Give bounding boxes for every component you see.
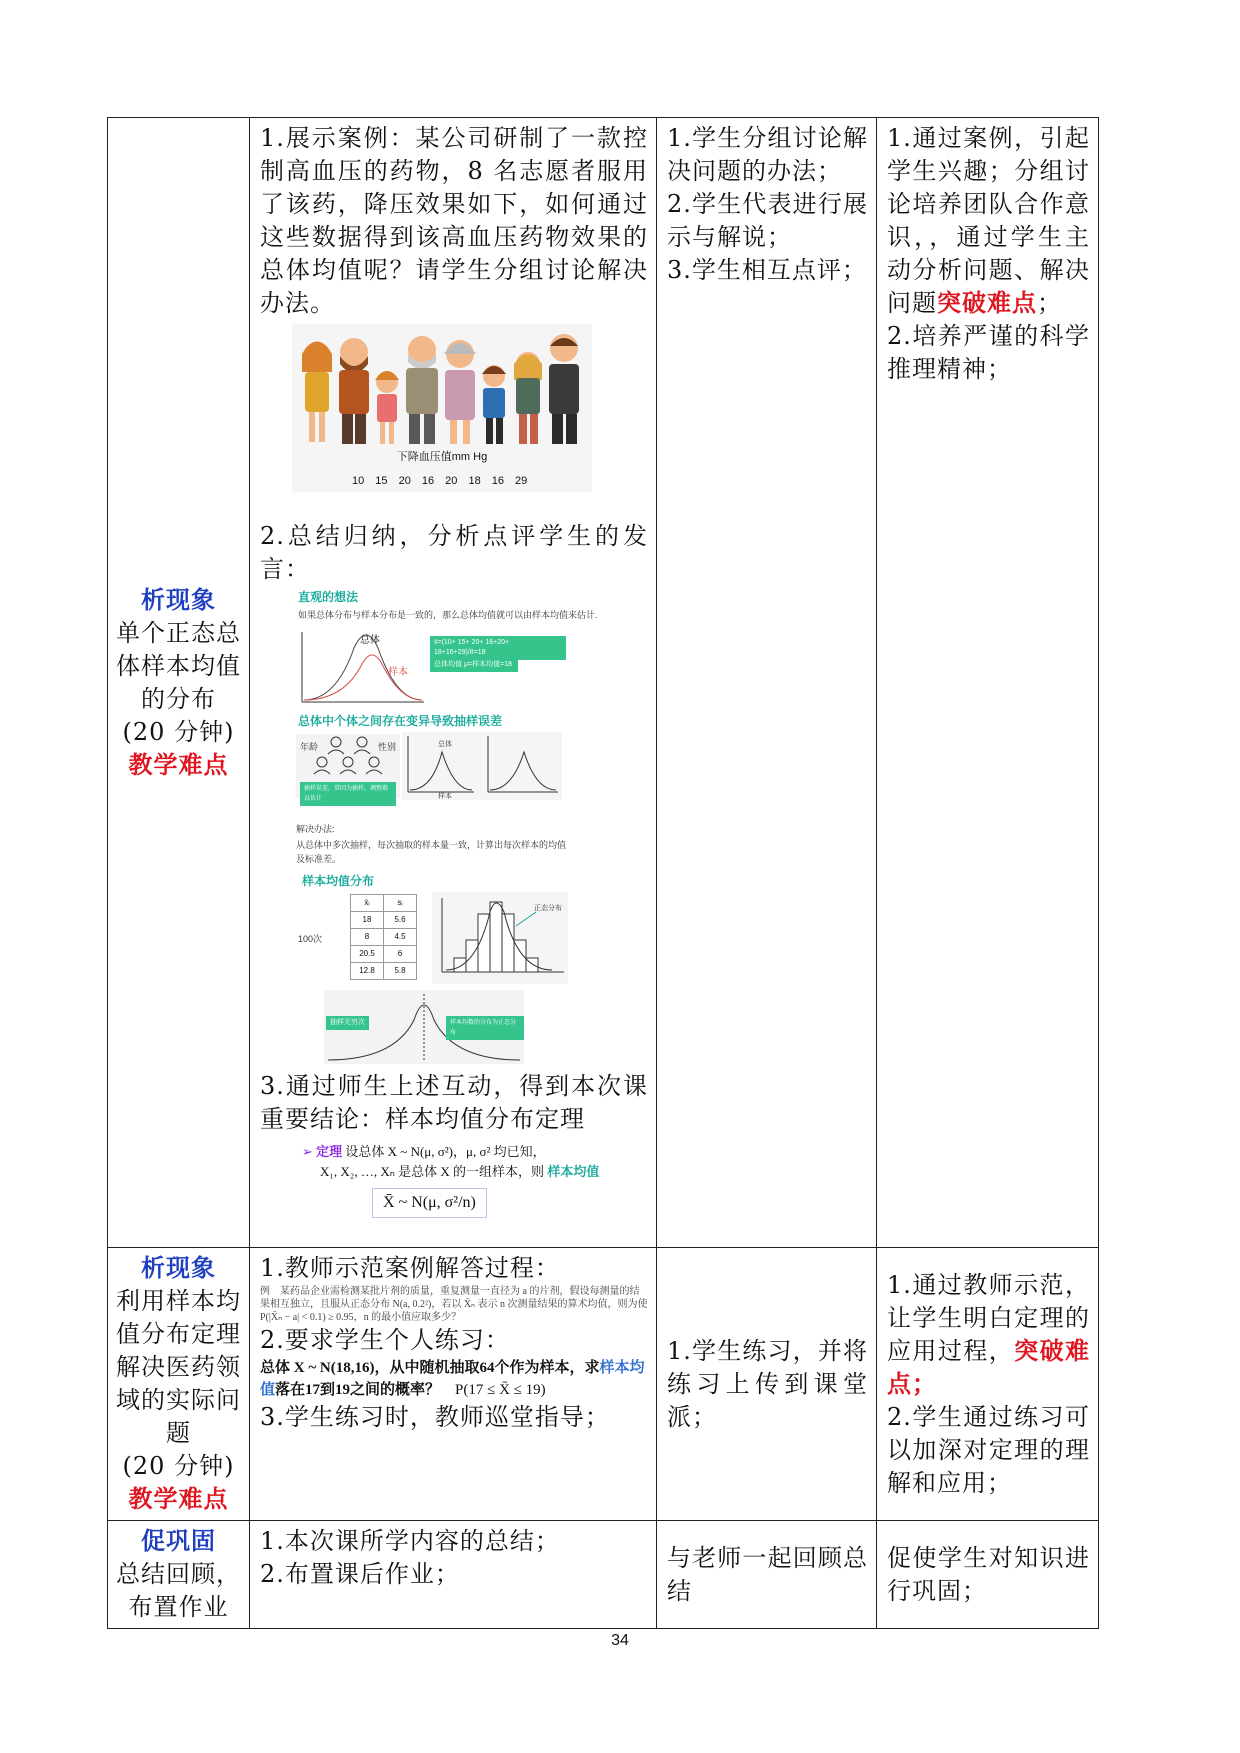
table-row [108,1248,1099,1521]
solve-text: 从总体中多次抽样，每次抽取的样本量一致，计算出每次样本的均值及标准差。 [296,840,567,864]
normal-curve-panel [324,990,524,1064]
slide-heading: 直观的想法 [298,590,359,604]
table-cell: 12.8 [351,963,384,980]
difficulty-label: 教学难点 [128,750,229,779]
intent-highlight: 突破难点 [937,289,1037,317]
table-header: sᵢ [384,895,417,912]
student-activity: 与老师一起回顾总结 [667,1543,868,1605]
table-cell: 18 [351,912,384,929]
table-row [351,946,417,963]
stage-line: 解决医药领 [116,1353,241,1381]
formula-box-2: 总体均值 μ=样本均值=18 [430,658,518,672]
table-cell: 20.5 [351,946,384,963]
table-cell: 5.6 [384,912,417,929]
teacher-step: 1.教师示范案例解答过程： [260,1254,560,1282]
small-total-label: 总体 [438,741,452,748]
age-label: 年龄 [300,742,319,752]
design-intent-cell [877,1248,1099,1521]
stage-line: 总结回顾， [116,1560,241,1588]
family-caption: 下降血压值mm Hg [396,451,488,463]
table-row [108,1521,1099,1629]
exercise-text: 落在17到19之间的概率？ [275,1382,441,1398]
slide-collage [260,590,620,1066]
theorem-text: X₁, X₂, …, Xₙ 是总体 X 的一组样本，则 [320,1164,545,1179]
intent-text: 促使学生对知识进行巩固； [887,1543,1090,1605]
slide-heading: 总体中个体之间存在变异导致抽样误差 [298,714,503,728]
intent-text: 2.培养严谨的科学推理精神； [887,322,1090,383]
population-icons-panel [296,734,400,802]
intent-text: 1.通过教师示范，让学生明白定理的应用过程， [887,1270,1090,1365]
infinite-sampling-label: 抽样无穷次 [326,1016,369,1030]
intent-text: 1.通过案例，引起学生兴趣；分组讨论培养团队合作意识，，通过学生主动分析问题、解决问题 [887,124,1090,317]
sample-stats-table [350,894,417,980]
design-intent-cell [877,118,1099,1248]
theorem-text: 设总体 X ~ N(μ, σ²)，μ, σ² 均已知， [345,1144,546,1159]
teacher-step: 2.布置课后作业； [260,1560,460,1588]
exercise-problem [260,1357,648,1401]
stage-cell [108,1248,250,1521]
histogram-label: 正态分布 [534,905,562,912]
family-values: 10 15 20 16 20 18 16 29 [352,475,528,487]
teacher-activity-cell [250,1521,657,1629]
page-number: 34 [611,1632,629,1649]
stage-tag: 析现象 [141,1254,216,1282]
theorem-formula: X̄ ~ N(μ, σ²/n) [372,1188,487,1218]
sampling-note: 抽样误差，常因为抽样，调整难以估计 [300,782,396,806]
student-activity: 1.学生练习，并将练习上传到课堂派； [667,1336,868,1431]
stage-tag: 促巩固 [141,1527,216,1555]
design-intent-cell [877,1521,1099,1629]
theorem-mean: 样本均值 [547,1164,600,1179]
exercise-formula: P(17 ≤ X̄ ≤ 19) [455,1382,546,1398]
teacher-step: 2.要求学生个人练习： [260,1326,510,1354]
small-sample-label: 样本 [438,793,452,800]
student-activity-cell [657,118,877,1248]
curve-label-total: 总体 [360,635,380,646]
example-problem: 例 某药品企业需检测某批片剂的质量，重复测量一直径为 a 的片剂，假设每测量的结果相互独立，且服从正态分布 N(a, 0.2²)，若以 X̄ₙ 表示 n 次测量结果的算术均值，则为使 P(|X̄ₙ − a| < 0.1) ≥ 0.95，n 的最小值应取多少？ [260,1286,648,1323]
family-illustration [292,324,592,492]
stage-line: 体样本均值 [116,651,241,680]
teacher-step: 1.本次课所学内容的总结； [260,1527,560,1555]
stage-line: (20 分钟) [122,717,235,746]
stage-line: 单个正态总 [116,618,241,647]
design-intent [887,1269,1090,1401]
slide-heading: 样本均值分布 [302,874,375,888]
stage-line: 题 [166,1419,191,1447]
sample-curves-panel [402,732,562,800]
table-header: x̄ᵢ [351,895,384,912]
design-intent [887,122,1090,320]
formula-box: x̄=(10+ 15+ 20+ 16+20+ 18+16+29)/8=18 [430,636,566,660]
stage-line: 利用样本均 [116,1287,241,1315]
difficulty-label: 教学难点 [128,1485,229,1513]
stage-line: 值分布定理 [116,1320,241,1348]
family-figures-image [292,324,592,449]
people-icons [296,734,400,778]
mean-normal-label: 样本均数的分布为正态分布 [446,1016,524,1040]
student-activity-cell [657,1521,877,1629]
teacher-step: 2.总结归纳，分析点评学生的发言： [260,522,648,583]
teacher-activity-cell [250,118,657,1248]
table-row [351,912,417,929]
intent-text: 2.学生通过练习可以加深对定理的理解和应用； [887,1402,1090,1497]
stage-tag: 析现象 [141,585,216,614]
table-row [351,929,417,946]
table-cell: 6 [384,946,417,963]
stage-cell [108,1521,250,1629]
theorem-block [302,1142,648,1218]
stage-line: (20 分钟) [122,1452,235,1480]
histogram-panel [432,892,568,984]
teacher-step: 1.展示案例：某公司研制了一款控制高血压的药物，8 名志愿者服用了该药，降压效果如下，如何通过这些数据得到该高血压药物效果的总体均值呢？请学生分组讨论解决办法。 [260,124,648,317]
stage-line: 域的实际问 [116,1386,241,1414]
gender-label: 性别 [377,742,396,752]
student-activity-cell [657,1248,877,1521]
table-row [351,895,417,912]
solve-title: 解决办法: [296,824,335,834]
student-activity: 1.学生分组讨论解决问题的办法； 2.学生代表进行展示与解说； 3.学生相互点评； [667,124,868,284]
hundred-times-label: 100次 [298,934,323,944]
teacher-step: 3.通过师生上述互动，得到本次课重要结论：样本均值分布定理 [260,1072,648,1133]
intent-text: ； [1037,289,1062,317]
theorem-label: 定理 [316,1144,343,1159]
table-cell: 4.5 [384,929,417,946]
lesson-plan-table [107,117,1099,1629]
exercise-highlight: 样本均值 [260,1360,645,1398]
exercise-text: 总体 X ~ N(18,16)，从中随机抽取64个作为样本，求 [260,1360,600,1376]
table-row [108,118,1099,1248]
curve-label-sample: 样本 [388,667,408,678]
table-cell: 5.8 [384,963,417,980]
arrow-icon: ➢ [302,1144,317,1159]
slide-text: 如果总体分布与样本分布是一致的，那么总体均值就可以由样本均值来估计. [298,610,598,620]
stage-line: 的分布 [141,684,216,713]
stage-line: 布置作业 [128,1593,229,1621]
table-cell: 8 [351,929,384,946]
teacher-activity-cell [250,1248,657,1521]
sample-curves-chart [402,732,562,800]
intent-highlight: 突破难点； [887,1336,1091,1398]
teacher-step: 3.学生练习时，教师巡堂指导； [260,1403,610,1431]
stage-cell [108,118,250,1248]
table-row [351,963,417,980]
